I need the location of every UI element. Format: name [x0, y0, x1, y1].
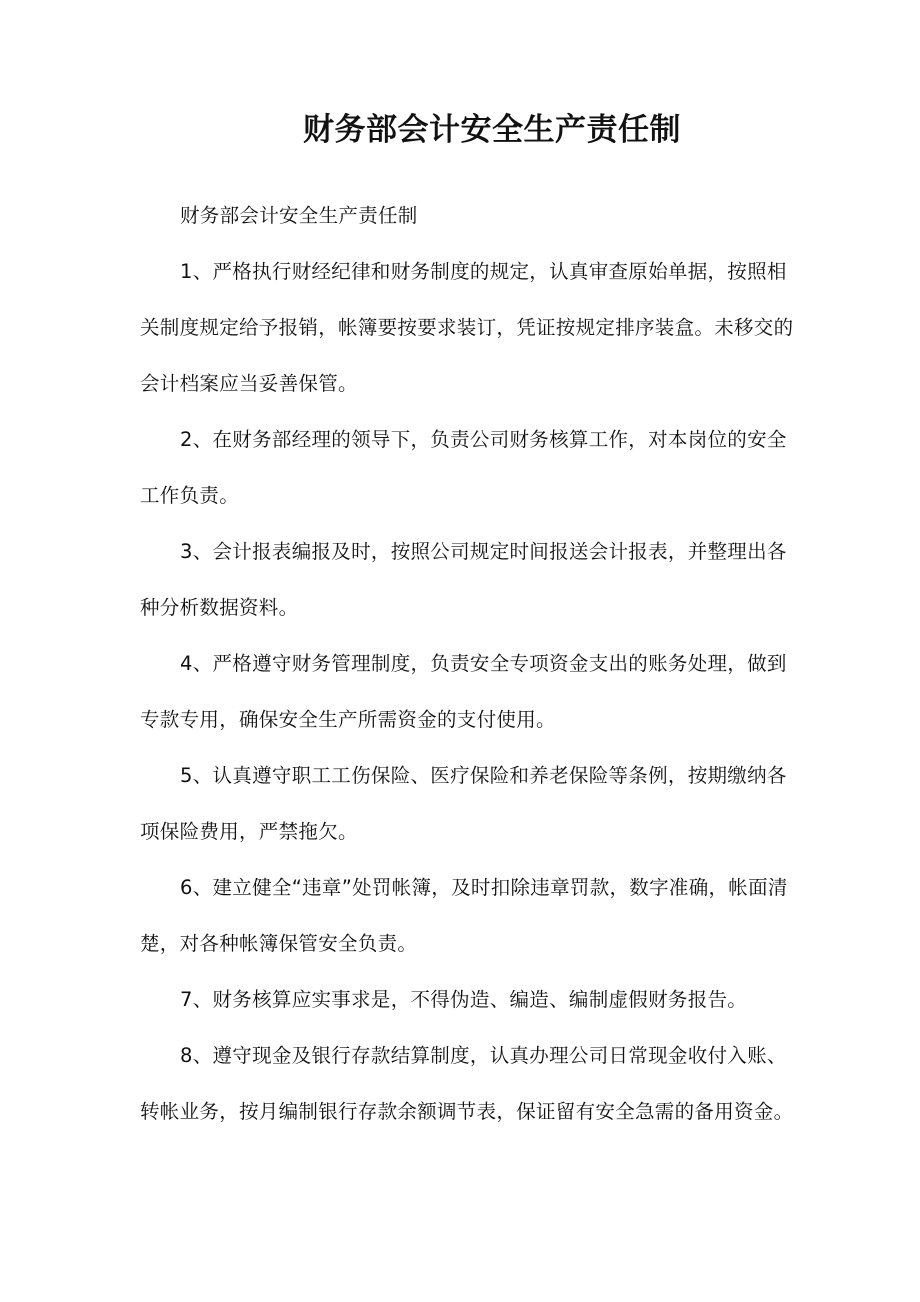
paragraph-6: 6、建立健全“违章”处罚帐簿，及时扣除违章罚款，数字准确，帐面清楚，对各种帐簿保管安全负责。 — [140, 876, 788, 955]
document-body — [140, 188, 800, 1140]
document-subtitle: 财务部会计安全生产责任制 — [180, 204, 418, 227]
paragraph-3: 3、会计报表编报及时，按照公司规定时间报送会计报表，并整理出各种分析数据资料。 — [140, 540, 787, 619]
paragraph-5: 5、认真遵守职工工伤保险、医疗保险和养老保险等条例，按期缴纳各项保险费用，严禁拖欠。 — [140, 764, 787, 843]
paragraph-4: 4、严格遵守财务管理制度，负责安全专项资金支出的账务处理，做到专款专用，确保安全生产所需资金的支付使用。 — [140, 652, 787, 731]
document-title: 财务部会计安全生产责任制 — [303, 112, 681, 148]
paragraph-8: 8、遵守现金及银行存款结算制度，认真办理公司日常现金收付入账、转帐业务，按月编制银行存款余额调节表，保证留有安全急需的备用资金。 — [140, 1044, 794, 1123]
paragraph-2: 2、在财务部经理的领导下，负责公司财务核算工作，对本岗位的安全工作负责。 — [140, 428, 787, 507]
paragraph-7: 7、财务核算应实事求是，不得伪造、编造、编制虚假财务报告。 — [180, 988, 748, 1011]
paragraph-1: 1、严格执行财经纪律和财务制度的规定，认真审查原始单据，按照相关制度规定给予报销，帐簿要按要求装订，凭证按规定排序装盒。未移交的会计档案应当妥善保管。 — [140, 260, 794, 395]
